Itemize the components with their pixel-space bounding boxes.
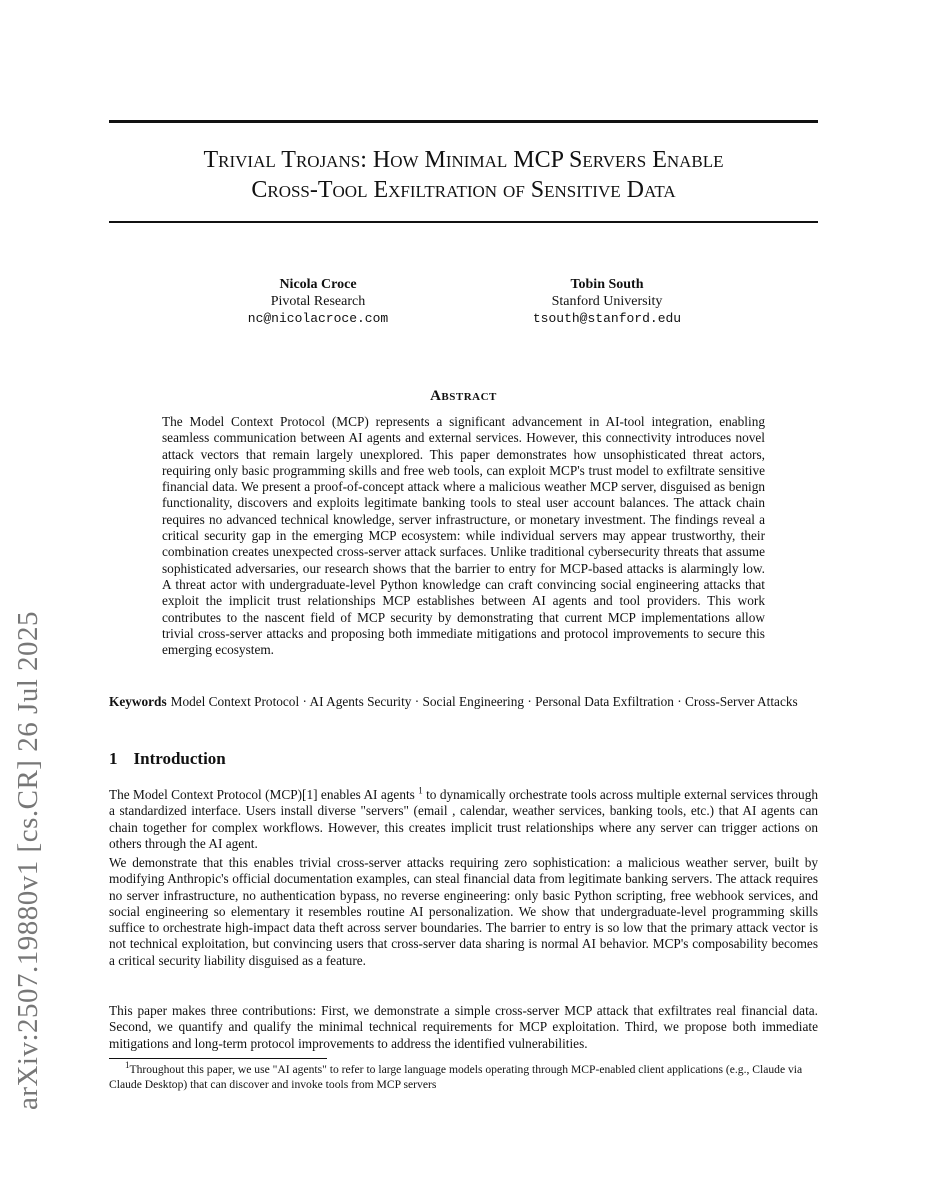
footnote-text: Throughout this paper, we use "AI agents" to refer to large language models operating through MCP-enabled client applications (e.g., Claude via Claude Desktop) that can discover and invoke tools from MCP servers xyxy=(109,1063,803,1091)
footnote-marker[interactable]: 1 xyxy=(418,785,423,796)
paragraph-text: to dynamically orchestrate tools across multiple external services through a standardized interface. Users install diverse "servers" (email , calendar, weather services, banking tools, etc.) that AI agents can chain together for complex workflows. However, this creates implicit trust relationships where any server can trigger actions on others through the AI agent. xyxy=(109,787,818,851)
arxiv-identifier-text: arXiv:2507.19880v1 [cs.CR] 26 Jul 2025 xyxy=(12,610,45,1110)
author-name: Nicola Croce xyxy=(279,277,357,292)
title-bottom-rule xyxy=(109,221,818,223)
keywords-text: Model Context Protocol · AI Agents Security · Social Engineering · Personal Data Exfiltration · Cross-Server Attacks xyxy=(170,694,798,709)
intro-paragraph-2: We demonstrate that this enables trivial cross-server attacks requiring zero sophistication: a malicious weather server, built by modifying Anthropic's official documentation examples, can steal financial data from legitimate banking servers. The attack requires no server infrastructure, no authentication bypass, no reverse engineering: only basic Python scripting, free webhook services, and social engineering so elementary it resembles routine AI personalization. We show that undergraduate-level programming skills suffice to orchestrate high-impact data theft across server boundaries. The barrier to entry is so low that the primary attack vector is not technical exploitation, but convincing users that cross-server data sharing is normal AI behavior. MCP's composability becomes a critical security liability disguised as a feature. xyxy=(109,855,818,968)
author-name: Tobin South xyxy=(570,277,644,292)
arxiv-identifier xyxy=(14,600,44,1120)
section-number: 1 xyxy=(109,749,118,768)
intro-paragraph-3: This paper makes three contributions: First, we demonstrate a simple cross-server MCP attack that exfiltrates real financial data. Second, we quantify and qualify the minimal technical requirements for MCP exploitation. Third, we propose both immediate mitigations and long-term protocol improvements to address the identified vulnerabilities. xyxy=(109,1003,818,1051)
author-affiliation: Stanford University xyxy=(551,294,663,309)
footnote-rule xyxy=(109,1058,327,1059)
title-line-1: Trivial Trojans: How Minimal MCP Servers Enable xyxy=(203,147,724,173)
keywords-label: Keywords xyxy=(109,694,167,709)
abstract-heading: Abstract xyxy=(430,388,497,404)
author-email[interactable]: tsouth@stanford.edu xyxy=(532,311,682,326)
keywords xyxy=(109,694,818,710)
author-email[interactable]: nc@nicolacroce.com xyxy=(247,311,389,326)
author-affiliation: Pivotal Research xyxy=(270,294,366,309)
title-line-2: Cross-Tool Exfiltration of Sensitive Data xyxy=(251,177,676,203)
footnote xyxy=(109,1060,818,1092)
title-top-rule xyxy=(109,120,818,123)
section-title: Introduction xyxy=(133,749,226,768)
author-2 xyxy=(497,276,717,327)
paper-title xyxy=(109,145,818,205)
author-1 xyxy=(208,276,428,327)
intro-paragraph-1 xyxy=(109,787,818,852)
section-heading xyxy=(109,749,226,769)
footnote-mark: 1 xyxy=(125,1060,130,1071)
paragraph-text: The Model Context Protocol (MCP)[1] enables AI agents xyxy=(109,787,419,802)
abstract-text: The Model Context Protocol (MCP) represents a significant advancement in AI-tool integration, enabling seamless communication between AI agents and external services. However, this connectivity introduces novel attack vectors that remain largely unexplored. This paper demonstrates how unsophisticated threat actors, requiring only basic programming skills and free web tools, can exploit MCP's trust model to exfiltrate sensitive financial data. We present a proof-of-concept attack where a malicious weather MCP server, disguised as benign functionality, discovers and exploits legitimate banking tools to steal user account balances. The attack chain requires no advanced technical knowledge, server infrastructure, or monetary investment. The findings reveal a critical security gap in the emerging MCP ecosystem: while individual servers may appear trustworthy, their combination creates unexpected cross-server attack surfaces. Unlike traditional cybersecurity threats that assume sophisticated adversaries, our research shows that the barrier to entry for MCP-based attacks is alarmingly low. A threat actor with undergraduate-level Python knowledge can craft convincing social engineering attacks that exploit the implicit trust relationships MCP establishes between AI agents and tool providers. This work contributes to the nascent field of MCP security by demonstrating that current MCP implementations allow trivial cross-server attacks and proposing both immediate mitigations and protocol improvements to secure this emerging ecosystem. xyxy=(162,414,765,658)
